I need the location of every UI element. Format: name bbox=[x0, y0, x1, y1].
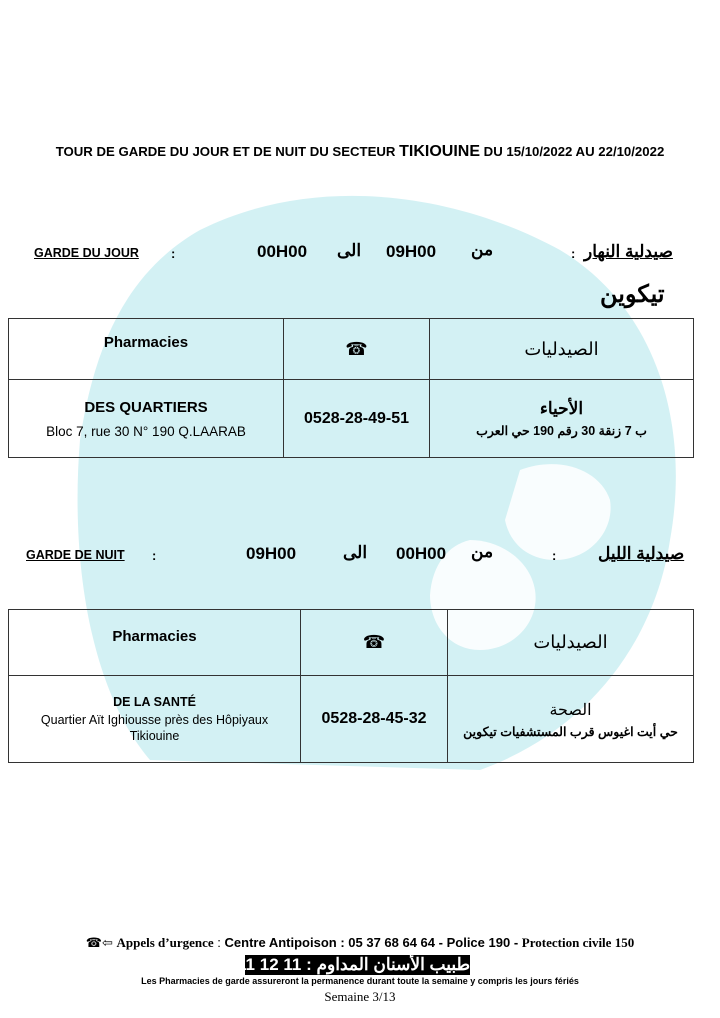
day-ar-colon: : bbox=[571, 246, 576, 261]
table-row bbox=[9, 380, 694, 458]
pharmacy-name: DES QUARTIERS bbox=[84, 398, 208, 416]
pharmacy-name: DE LA SANTÉ bbox=[113, 694, 196, 709]
table-header-row bbox=[9, 610, 694, 676]
day-time-from: 09H00 bbox=[386, 242, 437, 261]
pharmacy-phone-cell bbox=[284, 380, 430, 458]
night-ar-colon: : bbox=[552, 548, 557, 563]
night-ar-from: من bbox=[471, 542, 494, 561]
day-ar-label: صيدلية النهار bbox=[584, 242, 673, 261]
col-ar-pharmacies: الصيدليات bbox=[448, 610, 694, 676]
pharmacy-fr-cell bbox=[9, 380, 284, 458]
phone-emergency-icon: ☎⇦ bbox=[85, 935, 113, 950]
col-pharmacies: Pharmacies bbox=[9, 610, 301, 676]
title-sector: TIKIOUINE bbox=[399, 143, 480, 160]
night-ar-label: صيدلية الليل bbox=[598, 544, 685, 563]
table-header-row bbox=[9, 319, 694, 380]
col-phone bbox=[284, 319, 430, 380]
col-ar-pharmacies: الصيدليات bbox=[430, 319, 694, 380]
pharmacy-address: Bloc 7, rue 30 N° 190 Q.LAARAB bbox=[46, 423, 246, 439]
title-suffix: DU 15/10/2022 AU 22/10/2022 bbox=[483, 144, 665, 159]
pharmacy-ar-name: الصحة bbox=[549, 701, 592, 719]
day-ar-from: من bbox=[471, 240, 494, 259]
pharmacy-ar-cell bbox=[448, 676, 694, 763]
page-title bbox=[0, 143, 720, 161]
pharmacy-ar-cell bbox=[430, 380, 694, 458]
night-pharmacy-table bbox=[8, 609, 694, 763]
telephone-icon: ☎ bbox=[345, 338, 368, 359]
week-indicator: Semaine 3/13 bbox=[324, 989, 396, 1004]
permanence-note: Les Pharmacies de garde assureront la permanence durant toute la semaine y compris les jours fériés bbox=[141, 976, 579, 986]
col-pharmacies: Pharmacies bbox=[9, 319, 284, 380]
pharmacy-ar-address: حي أيت اغيوس قرب المستشفيات تيكوين bbox=[463, 724, 678, 739]
dental-oncall-banner: طبيب الأسنان المداوم : 11 12 11 08 06 bbox=[189, 955, 470, 974]
table-row bbox=[9, 676, 694, 763]
day-shift-label: GARDE DU JOUR bbox=[34, 246, 139, 260]
night-colon: : bbox=[152, 548, 157, 563]
pharmacy-phone: 0528-28-45-32 bbox=[321, 710, 427, 727]
day-pharmacy-table bbox=[8, 318, 694, 458]
emergency-line: ☎⇦ Appels d’urgence : Centre Antipoison : 05 37 68 64 64 - Police 190 - Protection civile 150 bbox=[85, 935, 635, 950]
protection-civile-number: Protection civile 150 bbox=[521, 935, 635, 950]
pharmacy-ar-address: ب 7 زنقة 30 رقم 190 حي العرب bbox=[476, 424, 647, 438]
antipoison-number: Centre Antipoison : 05 37 68 64 64 - bbox=[224, 935, 443, 950]
day-colon: : bbox=[171, 246, 176, 261]
emergency-label: Appels d’urgence bbox=[116, 935, 214, 950]
night-time-to: 09H00 bbox=[246, 544, 297, 563]
pharmacy-phone: 0528-28-49-51 bbox=[304, 409, 409, 427]
pharmacy-address-line1: Quartier Aït Ighiousse près des Hôpiyaux bbox=[40, 712, 269, 727]
pharmacy-fr-cell bbox=[9, 676, 301, 763]
night-ar-to: الى bbox=[343, 543, 368, 562]
pharmacy-address-line2: Tikiouine bbox=[129, 728, 180, 743]
police-number: Police 190 bbox=[446, 935, 511, 950]
title-prefix: TOUR DE GARDE DU JOUR ET DE NUIT DU SECTEUR bbox=[55, 144, 396, 159]
day-ar-sector: تيكوين bbox=[600, 281, 665, 308]
pharmacy-ar-name: الأحياء bbox=[539, 399, 584, 418]
day-time-to: 00H00 bbox=[257, 242, 308, 261]
night-shift-label: GARDE DE NUIT bbox=[26, 548, 125, 562]
day-ar-to: الى bbox=[337, 241, 362, 260]
pharmacy-phone-cell bbox=[301, 676, 448, 763]
col-phone bbox=[301, 610, 448, 676]
telephone-icon: ☎ bbox=[362, 632, 386, 652]
night-time-from: 00H00 bbox=[396, 544, 447, 563]
